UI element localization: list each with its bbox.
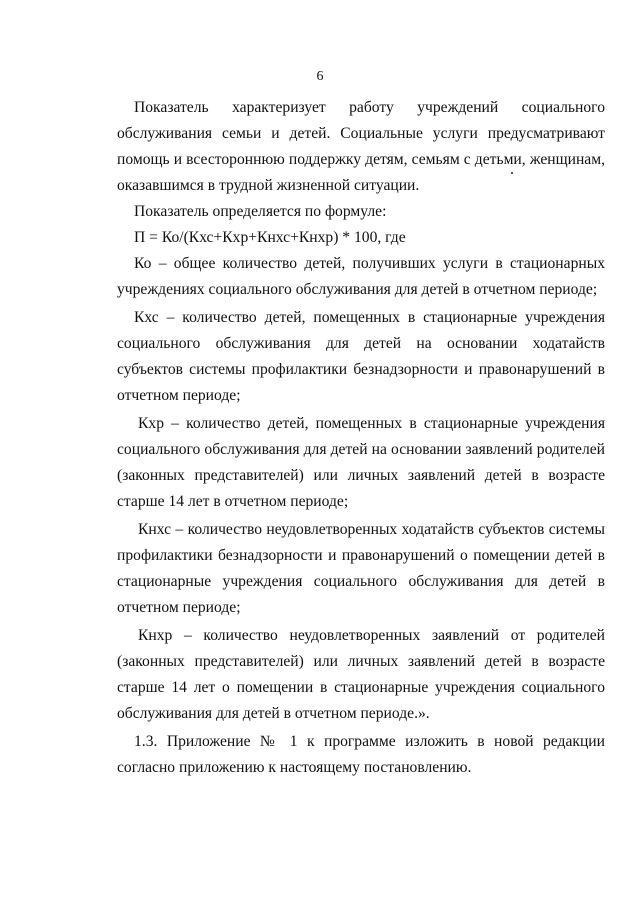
scan-speck: [511, 172, 513, 174]
definition-knxs: Кнхс – количество неудовлетворенных ходатайств субъектов системы профилактики безнадзорности и правонарушений о помещении детей в стационарные учреждения социального обслуживания для детей в отчетном периоде;: [117, 521, 605, 616]
paragraph-indicator-description: Показатель характеризует работу учреждений социального обслуживания семьи и детей. Социальные услуги предусматривают помощь и всестороннюю поддержку детям, семьям с детьми, женщинам, оказавшимся в трудной жизненной ситуации.: [117, 99, 605, 194]
formula: П = Ко/(Кхс+Кхр+Кнхс+Кнхр) * 100, где: [134, 229, 406, 246]
definition-ko: Ко – общее количество детей, получивших услуги в стационарных учреждениях социального обслуживания для детей в отчетном периоде;: [117, 255, 605, 298]
item-1-3: 1.3. Приложение № 1 к программе изложить в новой редакции согласно приложению к настоящему постановлению.: [117, 733, 605, 776]
definition-kxs: Кхс – количество детей, помещенных в стационарные учреждения социального обслуживания для детей на основании ходатайств субъектов системы профилактики безнадзорности и правонарушений в отчетном периоде;: [117, 309, 605, 404]
document-body: [117, 95, 605, 781]
page-number: 6: [316, 69, 324, 84]
paragraph-formula-intro: Показатель определяется по формуле:: [134, 203, 387, 220]
definition-kxr: Кхр – количество детей, помещенных в стационарные учреждения социального обслуживания для детей на основании заявлений родителей (законных представителей) или личных заявлений детей в возрасте старше 14 лет в отчетном периоде;: [117, 415, 605, 510]
definition-knxr: Кнхр – количество неудовлетворенных заявлений от родителей (законных представителей) или личных заявлений детей в возрасте старше 14 лет о помещении в стационарные учреждения социального обслуживания для детей в отчетном периоде.».: [117, 627, 605, 722]
